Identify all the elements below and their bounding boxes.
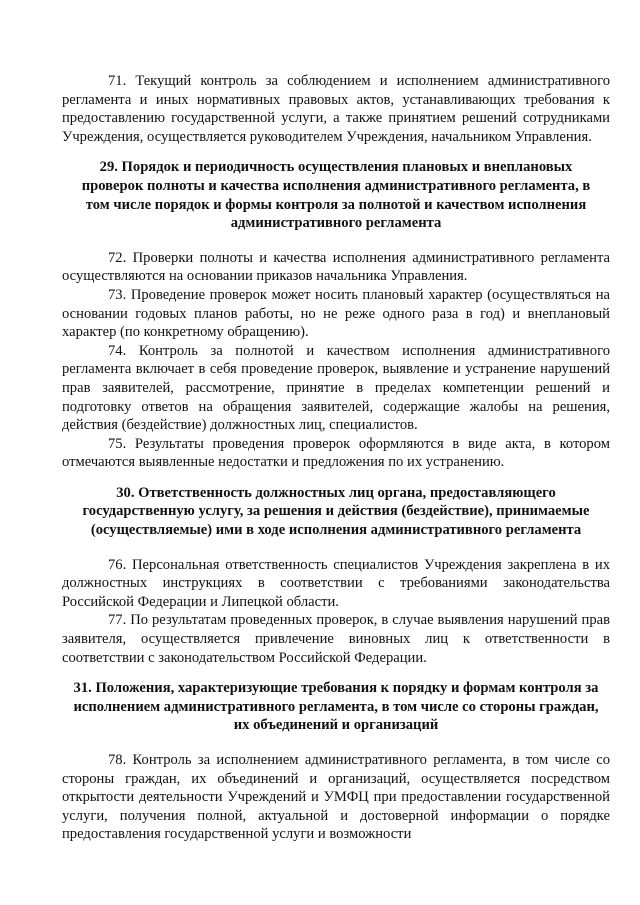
section-heading-29: 29. Порядок и периодичность осуществления плановых и внеплановых проверок полноты и качества исполнения административного регламента, в том числе порядок и формы контроля за полнотой и качеством исполнения административного регламента <box>81 159 591 232</box>
paragraph-74: 74. Контроль за полнотой и качеством исполнения административного регламента включает в себя проведение проверок, выявление и устранение нарушений прав заявителей, рассмотрение, принятие в пределах компетенции решений и подготовку ответов на обращения заявителей, содержащие жалобы на решения, действия (бездействие) должностных лиц, специалистов. <box>62 342 610 434</box>
section-heading-31: 31. Положения, характеризующие требования к порядку и формам контроля за исполнением административного регламента, в том числе со стороны граждан, их объединений и организаций <box>73 680 599 734</box>
paragraph-76: 76. Персональная ответственность специалистов Учреждения закреплена в их должностных инструкциях в соответствии с требованиями законодательства Российской Федерации и Липецкой области. <box>62 556 610 610</box>
paragraph-77: 77. По результатам проведенных проверок, в случае выявления нарушений прав заявителя, осуществляется привлечение виновных лиц к ответственности в соответствии с законодательством Российской Федерации. <box>62 612 610 666</box>
paragraph-71: 71. Текущий контроль за соблюдением и исполнением административного регламента и иных нормативных правовых актов, устанавливающих требования к предоставлению государственной услуги, а также принятием решений сотрудниками Учреждения, осуществляется руководителем Учреждения, начальником Управления. <box>62 73 610 145</box>
paragraph-78: 78. Контроль за исполнением административного регламента, в том числе со стороны граждан, их объединений и организаций, осуществляется посредством открытости деятельности Учреждений и УМФЦ при предоставлении государственной услуги, получения полной, актуальной и достоверной информации о порядке предоставления государственной услуги и возможности <box>62 752 610 843</box>
paragraph-73: 73. Проведение проверок может носить плановый характер (осуществляться на основании годовых планов работы, но не реже одного раза в год) и внеплановый характер (по конкретному обращению). <box>62 286 610 341</box>
section-heading-30: 30. Ответственность должностных лиц органа, предоставляющего государственную услугу, за решения и действия (бездействие), принимаемые (осуществляемые) ими в ходе исполнения административного регламента <box>82 484 590 539</box>
paragraph-75: 75. Результаты проведения проверок оформляются в виде акта, в котором отмечаются выявленные недостатки и предложения по их устранению. <box>62 435 610 471</box>
paragraph-72: 72. Проверки полноты и качества исполнения административного регламента осуществляются на основании приказов начальника Управления. <box>62 249 610 285</box>
